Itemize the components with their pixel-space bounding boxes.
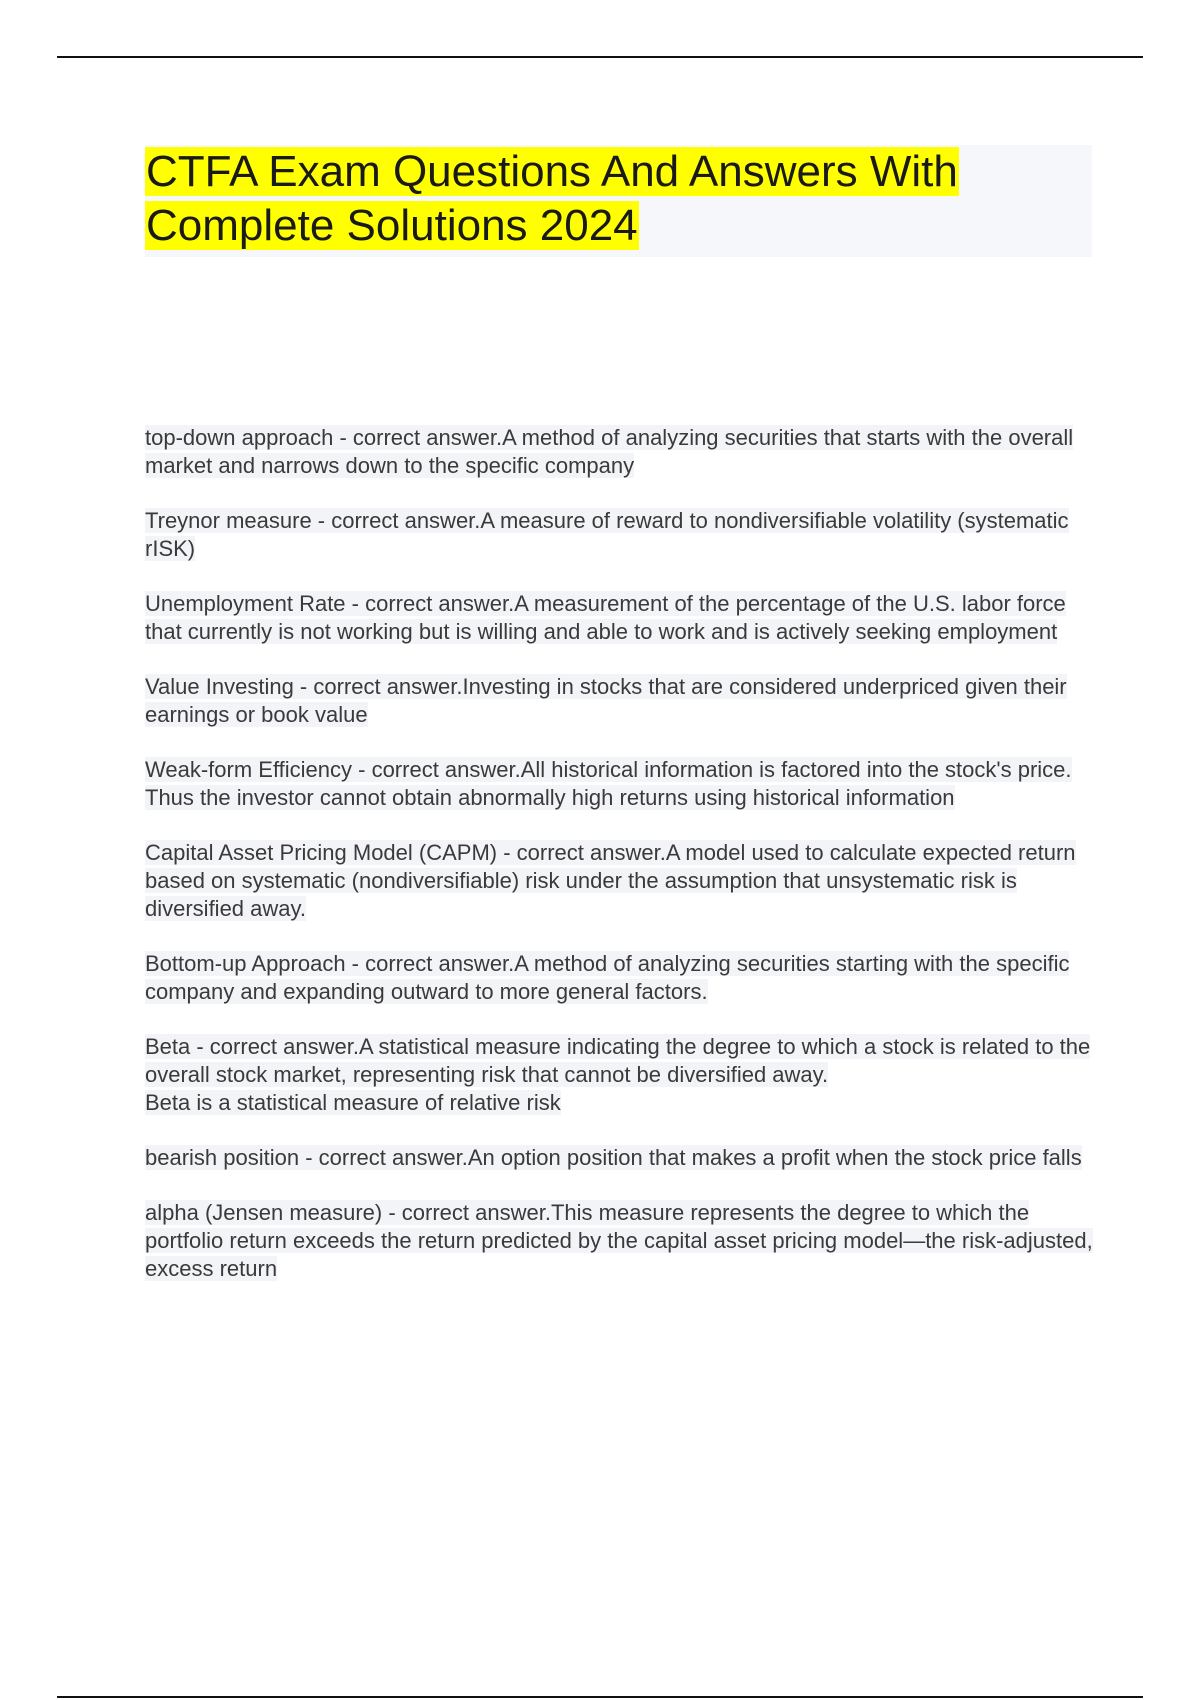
document-title — [145, 145, 1045, 253]
qa-entry-text: top-down approach - correct answer.A method of analyzing securities that starts with the overall market and narrows down to the specific company — [145, 425, 1074, 478]
qa-entry-text: Unemployment Rate - correct answer.A measurement of the percentage of the U.S. labor force that currently is not working but is willing and able to work and is actively seeking employment — [145, 591, 1066, 644]
qa-entry — [145, 950, 1095, 1006]
qa-entry — [145, 1033, 1095, 1117]
qa-entry-text: bearish position - correct answer.An option position that makes a profit when the stock price falls — [145, 1145, 1082, 1170]
qa-entry-text: Capital Asset Pricing Model (CAPM) - correct answer.A model used to calculate expected return based on systematic (nondiversifiable) risk under the assumption that unsystematic risk is diversified away. — [145, 840, 1076, 921]
qa-entry-extra-text: Thus the investor cannot obtain abnormally high returns using historical information — [145, 785, 955, 810]
bottom-rule — [57, 1696, 1143, 1698]
qa-entry — [145, 424, 1095, 480]
qa-entry — [145, 1199, 1095, 1283]
qa-entry-text: Bottom-up Approach - correct answer.A method of analyzing securities starting with the specific company and expanding outward to more general factors. — [145, 951, 1070, 1004]
qa-entry — [145, 839, 1095, 923]
document-title-line1: CTFA Exam Questions And Answers With — [146, 147, 958, 196]
qa-entry — [145, 756, 1095, 812]
qa-entry — [145, 507, 1095, 563]
qa-entry-text: alpha (Jensen measure) - correct answer.This measure represents the degree to which the portfolio return exceeds the return predicted by the capital asset pricing model—the risk-adjusted, excess return — [145, 1200, 1093, 1281]
qa-entry-extra — [145, 1089, 1095, 1117]
title-block — [145, 145, 1092, 257]
qa-entry — [145, 673, 1095, 729]
qa-entry-text: Weak-form Efficiency - correct answer.All historical information is factored into the stock's price. — [145, 757, 1072, 782]
qa-list — [145, 424, 1095, 1310]
qa-entry-text: Value Investing - correct answer.Investing in stocks that are considered underpriced given their earnings or book value — [145, 674, 1067, 727]
qa-entry-text: Treynor measure - correct answer.A measure of reward to nondiversifiable volatility (systematic rISK) — [145, 508, 1069, 561]
document-title-line2: Complete Solutions 2024 — [146, 201, 638, 250]
qa-entry-extra — [145, 784, 1095, 812]
qa-entry-extra-text: Beta is a statistical measure of relative risk — [145, 1090, 561, 1115]
qa-entry — [145, 1144, 1095, 1172]
qa-entry-text: Beta - correct answer.A statistical measure indicating the degree to which a stock is related to the overall stock market, representing risk that cannot be diversified away. — [145, 1034, 1091, 1087]
top-rule — [57, 56, 1143, 58]
qa-entry — [145, 590, 1095, 646]
